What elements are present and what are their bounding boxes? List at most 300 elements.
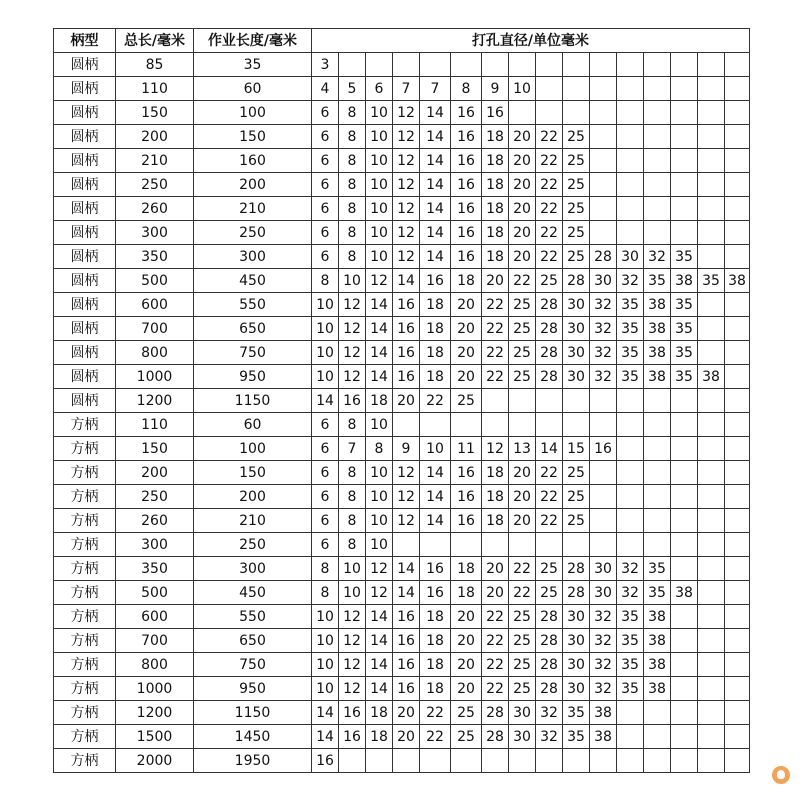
- empty-diameter-cell: [644, 101, 671, 125]
- table-row: [54, 485, 750, 509]
- empty-diameter-cell: [698, 581, 725, 605]
- total-length-cell: 700: [116, 317, 194, 341]
- diameter-cell: 18: [420, 677, 451, 701]
- empty-diameter-cell: [536, 53, 563, 77]
- empty-diameter-cell: [536, 533, 563, 557]
- table-row: [54, 629, 750, 653]
- empty-diameter-cell: [725, 245, 750, 269]
- empty-diameter-cell: [671, 53, 698, 77]
- diameter-cell: 25: [509, 677, 536, 701]
- empty-diameter-cell: [671, 701, 698, 725]
- diameter-cell: 22: [536, 509, 563, 533]
- diameter-cell: 18: [420, 341, 451, 365]
- diameter-cell: 6: [312, 461, 339, 485]
- diameter-cell: 20: [509, 125, 536, 149]
- diameter-cell: 6: [312, 149, 339, 173]
- diameter-cell: 16: [312, 749, 339, 773]
- diameter-cell: 35: [617, 677, 644, 701]
- diameter-cell: 10: [339, 581, 366, 605]
- diameter-cell: 30: [563, 341, 590, 365]
- table-row: [54, 677, 750, 701]
- table-row: [54, 77, 750, 101]
- diameter-cell: 25: [563, 509, 590, 533]
- diameter-cell: 10: [312, 653, 339, 677]
- diameter-cell: 25: [509, 653, 536, 677]
- handle-type-cell: 方柄: [54, 629, 116, 653]
- diameter-cell: 18: [482, 485, 509, 509]
- empty-diameter-cell: [671, 101, 698, 125]
- empty-diameter-cell: [671, 749, 698, 773]
- empty-diameter-cell: [698, 173, 725, 197]
- table-row: [54, 269, 750, 293]
- empty-diameter-cell: [590, 413, 617, 437]
- diameter-cell: 16: [420, 581, 451, 605]
- diameter-cell: 10: [509, 77, 536, 101]
- diameter-cell: 38: [644, 293, 671, 317]
- diameter-cell: 10: [366, 461, 393, 485]
- empty-diameter-cell: [698, 53, 725, 77]
- working-length-cell: 210: [194, 197, 312, 221]
- diameter-cell: 8: [339, 197, 366, 221]
- empty-diameter-cell: [617, 197, 644, 221]
- empty-diameter-cell: [617, 221, 644, 245]
- working-length-cell: 200: [194, 485, 312, 509]
- working-length-cell: 210: [194, 509, 312, 533]
- empty-diameter-cell: [590, 125, 617, 149]
- diameter-cell: 20: [482, 581, 509, 605]
- brand-logo-icon: [772, 766, 790, 784]
- empty-diameter-cell: [725, 629, 750, 653]
- diameter-cell: 16: [339, 389, 366, 413]
- diameter-cell: 14: [366, 605, 393, 629]
- empty-diameter-cell: [509, 101, 536, 125]
- empty-diameter-cell: [339, 53, 366, 77]
- diameter-cell: 30: [563, 365, 590, 389]
- diameter-cell: 5: [339, 77, 366, 101]
- diameter-cell: 11: [451, 437, 482, 461]
- empty-diameter-cell: [698, 293, 725, 317]
- working-length-cell: 450: [194, 269, 312, 293]
- diameter-cell: 14: [366, 653, 393, 677]
- diameter-cell: 10: [366, 149, 393, 173]
- empty-diameter-cell: [698, 677, 725, 701]
- empty-diameter-cell: [617, 749, 644, 773]
- diameter-cell: 16: [339, 701, 366, 725]
- diameter-cell: 10: [339, 557, 366, 581]
- diameter-cell: 10: [366, 125, 393, 149]
- diameter-cell: 14: [366, 677, 393, 701]
- diameter-cell: 20: [451, 653, 482, 677]
- diameter-cell: 18: [482, 173, 509, 197]
- diameter-cell: 28: [563, 581, 590, 605]
- empty-diameter-cell: [671, 509, 698, 533]
- table-row: [54, 533, 750, 557]
- empty-diameter-cell: [617, 437, 644, 461]
- total-length-cell: 350: [116, 245, 194, 269]
- diameter-cell: 14: [312, 389, 339, 413]
- diameter-cell: 25: [509, 629, 536, 653]
- table-row: [54, 557, 750, 581]
- working-length-cell: 150: [194, 125, 312, 149]
- diameter-cell: 16: [393, 653, 420, 677]
- diameter-cell: 22: [536, 149, 563, 173]
- empty-diameter-cell: [451, 533, 482, 557]
- diameter-cell: 35: [671, 293, 698, 317]
- diameter-cell: 10: [312, 365, 339, 389]
- handle-type-cell: 方柄: [54, 413, 116, 437]
- diameter-cell: 20: [482, 557, 509, 581]
- empty-diameter-cell: [671, 533, 698, 557]
- diameter-cell: 8: [312, 269, 339, 293]
- diameter-cell: 16: [590, 437, 617, 461]
- diameter-cell: 25: [536, 557, 563, 581]
- diameter-cell: 32: [590, 293, 617, 317]
- diameter-cell: 14: [393, 581, 420, 605]
- diameter-cell: 25: [563, 173, 590, 197]
- diameter-cell: 22: [536, 245, 563, 269]
- diameter-cell: 12: [339, 293, 366, 317]
- total-length-cell: 2000: [116, 749, 194, 773]
- handle-type-cell: 圆柄: [54, 365, 116, 389]
- empty-diameter-cell: [536, 77, 563, 101]
- empty-diameter-cell: [617, 701, 644, 725]
- empty-diameter-cell: [698, 413, 725, 437]
- diameter-cell: 10: [366, 173, 393, 197]
- handle-type-cell: 方柄: [54, 509, 116, 533]
- empty-diameter-cell: [671, 677, 698, 701]
- working-length-cell: 450: [194, 581, 312, 605]
- diameter-cell: 32: [617, 557, 644, 581]
- diameter-cell: 22: [482, 365, 509, 389]
- empty-diameter-cell: [671, 653, 698, 677]
- diameter-cell: 16: [393, 629, 420, 653]
- diameter-cell: 6: [312, 101, 339, 125]
- diameter-cell: 35: [617, 605, 644, 629]
- diameter-cell: 10: [366, 221, 393, 245]
- empty-diameter-cell: [644, 173, 671, 197]
- diameter-cell: 6: [312, 533, 339, 557]
- diameter-cell: 12: [339, 605, 366, 629]
- total-length-cell: 260: [116, 197, 194, 221]
- empty-diameter-cell: [563, 413, 590, 437]
- diameter-cell: 12: [339, 653, 366, 677]
- empty-diameter-cell: [509, 413, 536, 437]
- diameter-cell: 30: [563, 293, 590, 317]
- header-hole-diameter: 打孔直径/单位毫米: [312, 29, 750, 53]
- diameter-cell: 18: [451, 581, 482, 605]
- working-length-cell: 750: [194, 653, 312, 677]
- diameter-cell: 30: [563, 605, 590, 629]
- diameter-cell: 14: [420, 461, 451, 485]
- diameter-cell: 22: [482, 605, 509, 629]
- diameter-cell: 28: [563, 269, 590, 293]
- diameter-cell: 32: [590, 653, 617, 677]
- empty-diameter-cell: [725, 485, 750, 509]
- diameter-cell: 16: [393, 317, 420, 341]
- diameter-cell: 20: [393, 725, 420, 749]
- empty-diameter-cell: [725, 413, 750, 437]
- diameter-cell: 8: [339, 173, 366, 197]
- handle-type-cell: 圆柄: [54, 77, 116, 101]
- empty-diameter-cell: [698, 101, 725, 125]
- diameter-cell: 22: [536, 197, 563, 221]
- diameter-cell: 20: [451, 629, 482, 653]
- total-length-cell: 200: [116, 125, 194, 149]
- diameter-cell: 12: [339, 365, 366, 389]
- diameter-cell: 8: [339, 101, 366, 125]
- working-length-cell: 35: [194, 53, 312, 77]
- diameter-cell: 18: [366, 701, 393, 725]
- diameter-cell: 12: [393, 485, 420, 509]
- diameter-cell: 14: [420, 149, 451, 173]
- diameter-cell: 18: [482, 149, 509, 173]
- working-length-cell: 250: [194, 533, 312, 557]
- diameter-cell: 25: [509, 341, 536, 365]
- total-length-cell: 110: [116, 413, 194, 437]
- diameter-cell: 22: [482, 653, 509, 677]
- diameter-cell: 10: [339, 269, 366, 293]
- diameter-cell: 6: [312, 485, 339, 509]
- diameter-cell: 14: [420, 125, 451, 149]
- working-length-cell: 150: [194, 461, 312, 485]
- diameter-cell: 25: [536, 581, 563, 605]
- diameter-cell: 8: [312, 557, 339, 581]
- diameter-cell: 14: [366, 293, 393, 317]
- table-row: [54, 413, 750, 437]
- diameter-cell: 8: [339, 149, 366, 173]
- diameter-cell: 18: [482, 221, 509, 245]
- diameter-cell: 8: [339, 533, 366, 557]
- empty-diameter-cell: [725, 437, 750, 461]
- diameter-cell: 18: [420, 317, 451, 341]
- empty-diameter-cell: [698, 605, 725, 629]
- total-length-cell: 250: [116, 485, 194, 509]
- diameter-cell: 18: [482, 245, 509, 269]
- diameter-cell: 20: [509, 173, 536, 197]
- empty-diameter-cell: [725, 101, 750, 125]
- empty-diameter-cell: [725, 557, 750, 581]
- diameter-cell: 14: [312, 725, 339, 749]
- diameter-cell: 16: [393, 677, 420, 701]
- diameter-cell: 25: [563, 197, 590, 221]
- empty-diameter-cell: [698, 125, 725, 149]
- empty-diameter-cell: [725, 53, 750, 77]
- table-row: [54, 725, 750, 749]
- table-row: [54, 461, 750, 485]
- diameter-cell: 30: [563, 677, 590, 701]
- diameter-cell: 8: [339, 461, 366, 485]
- diameter-cell: 22: [482, 317, 509, 341]
- working-length-cell: 1450: [194, 725, 312, 749]
- diameter-cell: 18: [482, 197, 509, 221]
- empty-diameter-cell: [671, 461, 698, 485]
- diameter-cell: 18: [451, 557, 482, 581]
- empty-diameter-cell: [420, 533, 451, 557]
- table-row: [54, 605, 750, 629]
- table-row: [54, 653, 750, 677]
- diameter-cell: 20: [509, 149, 536, 173]
- handle-type-cell: 方柄: [54, 605, 116, 629]
- empty-diameter-cell: [671, 389, 698, 413]
- diameter-cell: 28: [536, 293, 563, 317]
- diameter-cell: 14: [420, 245, 451, 269]
- diameter-cell: 35: [563, 725, 590, 749]
- total-length-cell: 260: [116, 509, 194, 533]
- empty-diameter-cell: [339, 749, 366, 773]
- diameter-cell: 9: [482, 77, 509, 101]
- working-length-cell: 200: [194, 173, 312, 197]
- empty-diameter-cell: [590, 389, 617, 413]
- diameter-cell: 14: [420, 173, 451, 197]
- diameter-cell: 22: [509, 269, 536, 293]
- total-length-cell: 150: [116, 437, 194, 461]
- diameter-cell: 14: [420, 101, 451, 125]
- diameter-cell: 28: [482, 701, 509, 725]
- diameter-cell: 30: [563, 653, 590, 677]
- empty-diameter-cell: [644, 701, 671, 725]
- empty-diameter-cell: [644, 197, 671, 221]
- empty-diameter-cell: [482, 749, 509, 773]
- handle-type-cell: 圆柄: [54, 341, 116, 365]
- diameter-cell: 28: [536, 629, 563, 653]
- diameter-cell: 16: [451, 125, 482, 149]
- diameter-cell: 20: [509, 221, 536, 245]
- empty-diameter-cell: [698, 749, 725, 773]
- diameter-cell: 32: [590, 341, 617, 365]
- total-length-cell: 1500: [116, 725, 194, 749]
- handle-type-cell: 圆柄: [54, 149, 116, 173]
- diameter-cell: 25: [563, 149, 590, 173]
- diameter-cell: 32: [590, 605, 617, 629]
- empty-diameter-cell: [617, 461, 644, 485]
- diameter-cell: 25: [509, 317, 536, 341]
- diameter-cell: 35: [617, 365, 644, 389]
- diameter-cell: 16: [393, 605, 420, 629]
- diameter-cell: 20: [509, 245, 536, 269]
- empty-diameter-cell: [698, 197, 725, 221]
- diameter-cell: 8: [312, 581, 339, 605]
- empty-diameter-cell: [725, 221, 750, 245]
- diameter-cell: 35: [644, 557, 671, 581]
- diameter-cell: 38: [590, 725, 617, 749]
- diameter-cell: 30: [563, 317, 590, 341]
- diameter-cell: 32: [590, 317, 617, 341]
- diameter-cell: 16: [451, 461, 482, 485]
- handle-type-cell: 圆柄: [54, 317, 116, 341]
- empty-diameter-cell: [671, 125, 698, 149]
- empty-diameter-cell: [698, 461, 725, 485]
- table-row: [54, 221, 750, 245]
- empty-diameter-cell: [671, 413, 698, 437]
- empty-diameter-cell: [590, 173, 617, 197]
- diameter-cell: 20: [393, 389, 420, 413]
- working-length-cell: 950: [194, 365, 312, 389]
- empty-diameter-cell: [698, 509, 725, 533]
- diameter-cell: 38: [644, 629, 671, 653]
- diameter-cell: 38: [671, 581, 698, 605]
- total-length-cell: 500: [116, 581, 194, 605]
- diameter-cell: 30: [590, 581, 617, 605]
- empty-diameter-cell: [482, 533, 509, 557]
- diameter-cell: 9: [393, 437, 420, 461]
- diameter-cell: 25: [509, 365, 536, 389]
- diameter-cell: 10: [366, 485, 393, 509]
- empty-diameter-cell: [617, 101, 644, 125]
- diameter-cell: 22: [509, 557, 536, 581]
- diameter-cell: 10: [366, 245, 393, 269]
- table-row: [54, 509, 750, 533]
- diameter-cell: 30: [509, 701, 536, 725]
- diameter-cell: 22: [536, 173, 563, 197]
- handle-type-cell: 方柄: [54, 557, 116, 581]
- working-length-cell: 1150: [194, 701, 312, 725]
- table-row: [54, 125, 750, 149]
- empty-diameter-cell: [536, 749, 563, 773]
- diameter-cell: 35: [671, 317, 698, 341]
- diameter-cell: 6: [312, 437, 339, 461]
- diameter-cell: 20: [451, 365, 482, 389]
- total-length-cell: 700: [116, 629, 194, 653]
- diameter-cell: 12: [393, 149, 420, 173]
- empty-diameter-cell: [617, 725, 644, 749]
- diameter-cell: 22: [509, 581, 536, 605]
- table-row: [54, 173, 750, 197]
- diameter-cell: 14: [420, 509, 451, 533]
- header-handle-type: 柄型: [54, 29, 116, 53]
- empty-diameter-cell: [420, 413, 451, 437]
- diameter-cell: 18: [420, 653, 451, 677]
- empty-diameter-cell: [509, 749, 536, 773]
- empty-diameter-cell: [563, 749, 590, 773]
- empty-diameter-cell: [725, 461, 750, 485]
- diameter-cell: 12: [393, 509, 420, 533]
- empty-diameter-cell: [725, 365, 750, 389]
- diameter-cell: 22: [536, 221, 563, 245]
- diameter-cell: 12: [393, 461, 420, 485]
- empty-diameter-cell: [725, 197, 750, 221]
- diameter-cell: 28: [563, 557, 590, 581]
- diameter-cell: 8: [339, 245, 366, 269]
- diameter-cell: 18: [451, 269, 482, 293]
- diameter-cell: 20: [451, 341, 482, 365]
- empty-diameter-cell: [451, 53, 482, 77]
- handle-type-cell: 圆柄: [54, 173, 116, 197]
- empty-diameter-cell: [617, 389, 644, 413]
- diameter-cell: 10: [366, 413, 393, 437]
- diameter-cell: 38: [644, 341, 671, 365]
- diameter-cell: 32: [590, 629, 617, 653]
- diameter-cell: 22: [420, 389, 451, 413]
- diameter-cell: 25: [563, 485, 590, 509]
- diameter-cell: 25: [509, 605, 536, 629]
- table-row: [54, 365, 750, 389]
- diameter-cell: 14: [420, 197, 451, 221]
- diameter-cell: 16: [451, 245, 482, 269]
- diameter-cell: 16: [451, 197, 482, 221]
- handle-type-cell: 方柄: [54, 437, 116, 461]
- total-length-cell: 800: [116, 341, 194, 365]
- empty-diameter-cell: [725, 125, 750, 149]
- empty-diameter-cell: [509, 533, 536, 557]
- working-length-cell: 100: [194, 437, 312, 461]
- diameter-cell: 10: [312, 677, 339, 701]
- diameter-cell: 35: [617, 653, 644, 677]
- diameter-cell: 16: [393, 293, 420, 317]
- empty-diameter-cell: [590, 149, 617, 173]
- diameter-cell: 10: [312, 317, 339, 341]
- empty-diameter-cell: [644, 749, 671, 773]
- diameter-cell: 16: [339, 725, 366, 749]
